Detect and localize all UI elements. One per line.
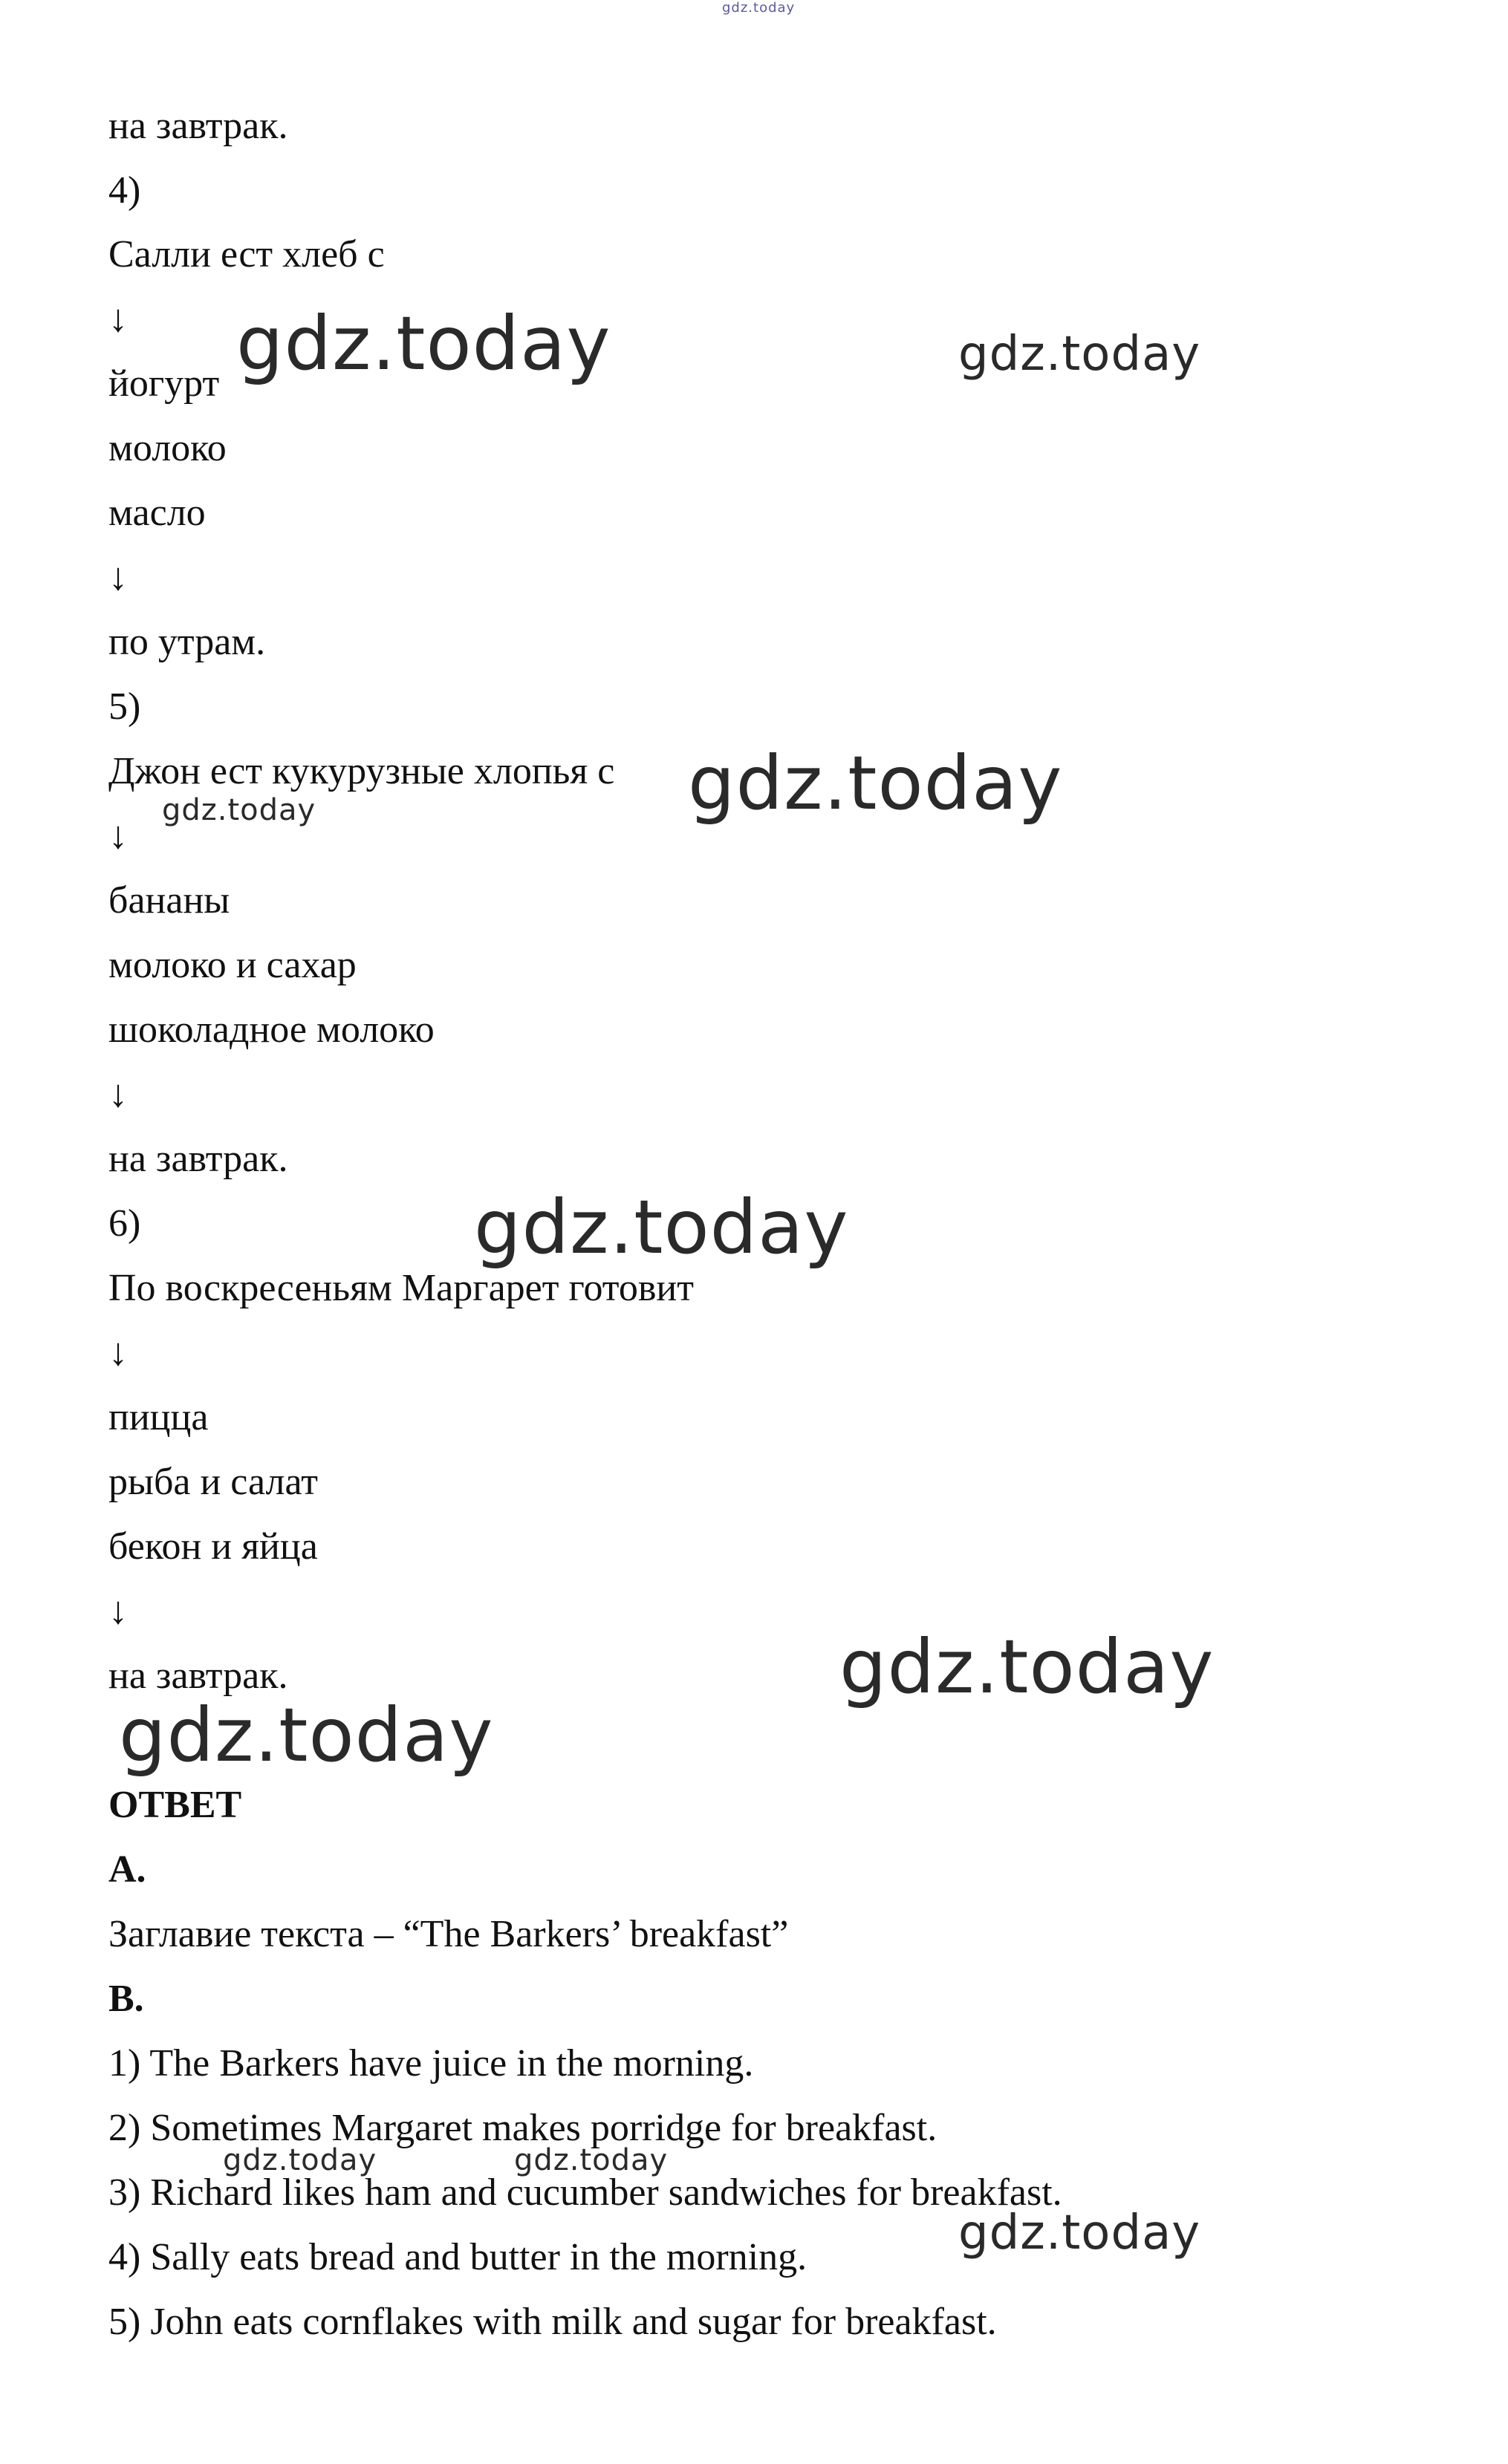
answer-item-3: 3) Richard likes ham and cucumber sandwiches for breakfast. — [108, 2171, 1062, 2214]
text-line-9: по утрам. — [108, 621, 266, 663]
watermark: gdz.today — [162, 793, 316, 827]
arrow-down-icon: ↓ — [108, 556, 128, 599]
text-line-2: 4) — [108, 169, 141, 212]
text-line-6: молоко — [108, 427, 227, 469]
text-line-18: 6) — [108, 1202, 141, 1245]
text-line-10: 5) — [108, 685, 141, 728]
text-line-28: Заглавие текста – “The Barkers’ breakfast” — [108, 1913, 789, 1955]
text-line-14: молоко и сахар — [108, 944, 357, 986]
watermark: gdz.today — [688, 740, 1063, 827]
text-line-3: Салли ест хлеб с — [108, 233, 385, 276]
section-b-label: B. — [108, 1978, 144, 2020]
text-line-11: Джон ест кукурузные хлопья с — [108, 750, 615, 792]
watermark: gdz.today — [223, 2143, 377, 2177]
watermark: gdz.today — [236, 300, 611, 387]
watermark: gdz.today — [514, 2143, 669, 2177]
answer-heading: ОТВЕТ — [108, 1784, 242, 1826]
text-line-1: на завтрак. — [108, 105, 288, 147]
text-line-22: рыба и салат — [108, 1461, 318, 1503]
arrow-down-icon: ↓ — [108, 298, 128, 340]
answer-item-5: 5) John eats cornflakes with milk and sugar for breakfast. — [108, 2301, 997, 2343]
arrow-down-icon: ↓ — [108, 1332, 128, 1374]
text-line-19: По воскресеньям Маргарет готовит — [108, 1267, 694, 1309]
arrow-down-icon: ↓ — [108, 1073, 128, 1115]
text-line-13: бананы — [108, 879, 230, 922]
answer-item-2: 2) Sometimes Margaret makes porridge for breakfast. — [108, 2107, 937, 2149]
answer-item-4: 4) Sally eats bread and butter in the morning. — [108, 2236, 807, 2278]
text-line-25: на завтрак. — [108, 1655, 288, 1697]
text-line-23: бекон и яйца — [108, 1525, 318, 1568]
text-line-15: шоколадное молоко — [108, 1008, 435, 1051]
watermark: gdz.today — [722, 0, 796, 16]
watermark: gdz.today — [958, 327, 1201, 382]
arrow-down-icon: ↓ — [108, 815, 128, 857]
watermark: gdz.today — [958, 2206, 1201, 2261]
watermark: gdz.today — [119, 1692, 494, 1779]
answer-item-1: 1) The Barkers have juice in the morning. — [108, 2042, 754, 2085]
arrow-down-icon: ↓ — [108, 1590, 128, 1632]
watermark: gdz.today — [474, 1184, 849, 1271]
section-a-label: A. — [108, 1848, 146, 1891]
text-line-21: пицца — [108, 1396, 209, 1438]
text-line-5: йогурт — [108, 362, 220, 405]
watermark: gdz.today — [839, 1623, 1215, 1710]
text-line-17: на завтрак. — [108, 1138, 288, 1180]
text-line-7: масло — [108, 492, 206, 534]
